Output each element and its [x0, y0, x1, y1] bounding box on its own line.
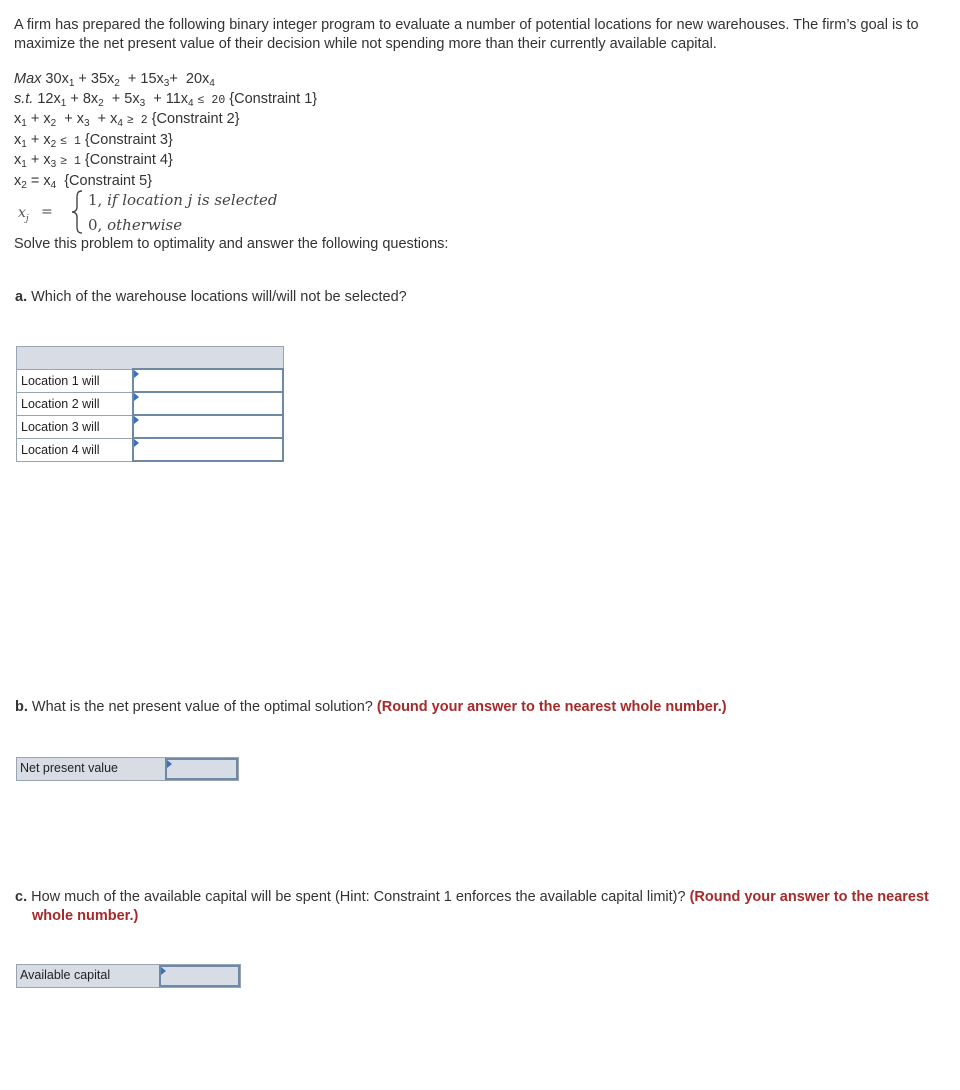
dropdown-caret-icon [134, 416, 139, 424]
equals-sign: = [41, 204, 53, 220]
location-1-label: Location 1 will [17, 369, 134, 392]
table-row [17, 415, 284, 438]
question-b-text: What is the net present value of the optimal solution? [31, 699, 373, 715]
npv-answer-cell [165, 758, 238, 780]
question-c-text: How much of the available capital will be spent (Hint: Constraint 1 enforces the available capital limit)? [31, 889, 686, 905]
question-b-hint: (Round your answer to the nearest whole number.) [376, 699, 727, 715]
location-2-label: Location 2 will [17, 392, 134, 415]
constraint-1-line: s.t. $12x_1 + 8x_2 + 5x_3 + 11x_4 \le 20$ {Constraint 1} [14, 90, 318, 109]
curly-brace-icon [70, 190, 84, 234]
constraint-4-line: $x_1 + x_3 \ge 1$ {Constraint 4} [14, 152, 173, 171]
location-3-label: Location 3 will [17, 415, 134, 438]
model-formulation [14, 70, 317, 192]
npv-answer-input[interactable] [167, 760, 236, 781]
constraint-5-line: $x_2 = x_4$ {Constraint 5} [14, 172, 153, 191]
question-b [15, 698, 727, 717]
table-row [17, 369, 284, 392]
capital-label: Available capital [17, 965, 159, 987]
case-selected: 1, if location j is selected [88, 191, 278, 209]
location-1-answer-input[interactable] [134, 370, 282, 391]
location-2-answer-cell [133, 392, 283, 415]
location-1-answer-cell [133, 369, 283, 392]
solve-instruction: Solve this problem to optimality and answer the following questions: [14, 236, 449, 252]
table-row [17, 438, 284, 461]
location-3-answer-cell [133, 415, 283, 438]
location-2-answer-input[interactable] [134, 393, 282, 414]
question-a-text: Which of the warehouse locations will/will not be selected? [31, 289, 407, 305]
objective-line: Max $30x_1 + 35x_2 + 15x_3+ 20x_4$ [14, 71, 215, 89]
table-header-row [17, 347, 284, 370]
binary-variable-definition [14, 190, 334, 236]
location-3-answer-input[interactable] [134, 416, 282, 437]
capital-answer-row [16, 964, 241, 988]
variable-xj: $x_j$ [18, 205, 29, 224]
location-selection-table [16, 346, 284, 462]
case-otherwise: 0, otherwise [88, 216, 183, 234]
question-c [15, 888, 957, 926]
dropdown-caret-icon [167, 760, 172, 768]
location-4-label: Location 4 will [17, 438, 134, 461]
question-c-letter: c. [15, 889, 28, 905]
problem-intro: A firm has prepared the following binary integer program to evaluate a number of potential locations for new warehouses. The firm’s goal is to maximize the net present value of their decision while not spending more than their currently available capital. [14, 17, 919, 52]
dropdown-caret-icon [134, 439, 139, 447]
dropdown-caret-icon [134, 370, 139, 378]
question-a-letter: a. [15, 289, 28, 305]
dropdown-caret-icon [161, 967, 166, 975]
dropdown-caret-icon [134, 393, 139, 401]
question-b-letter: b. [15, 699, 28, 715]
table-row [17, 392, 284, 415]
location-4-answer-input[interactable] [134, 439, 282, 460]
constraint-3-line: $x_1 + x_2 \le 1$ {Constraint 3} [14, 131, 173, 150]
question-c-hint: (Round your answer to the nearest whole number.) [32, 889, 929, 924]
question-a [15, 288, 407, 307]
capital-answer-cell [159, 965, 240, 987]
constraint-2-line: $x_1 + x_2 + x_3 + x_4 \ge 2$ {Constraint 2} [14, 111, 240, 130]
location-4-answer-cell [133, 438, 283, 461]
table-header-cell [17, 347, 284, 370]
npv-label: Net present value [17, 758, 165, 780]
capital-answer-input[interactable] [161, 967, 238, 988]
npv-answer-row [16, 757, 239, 781]
